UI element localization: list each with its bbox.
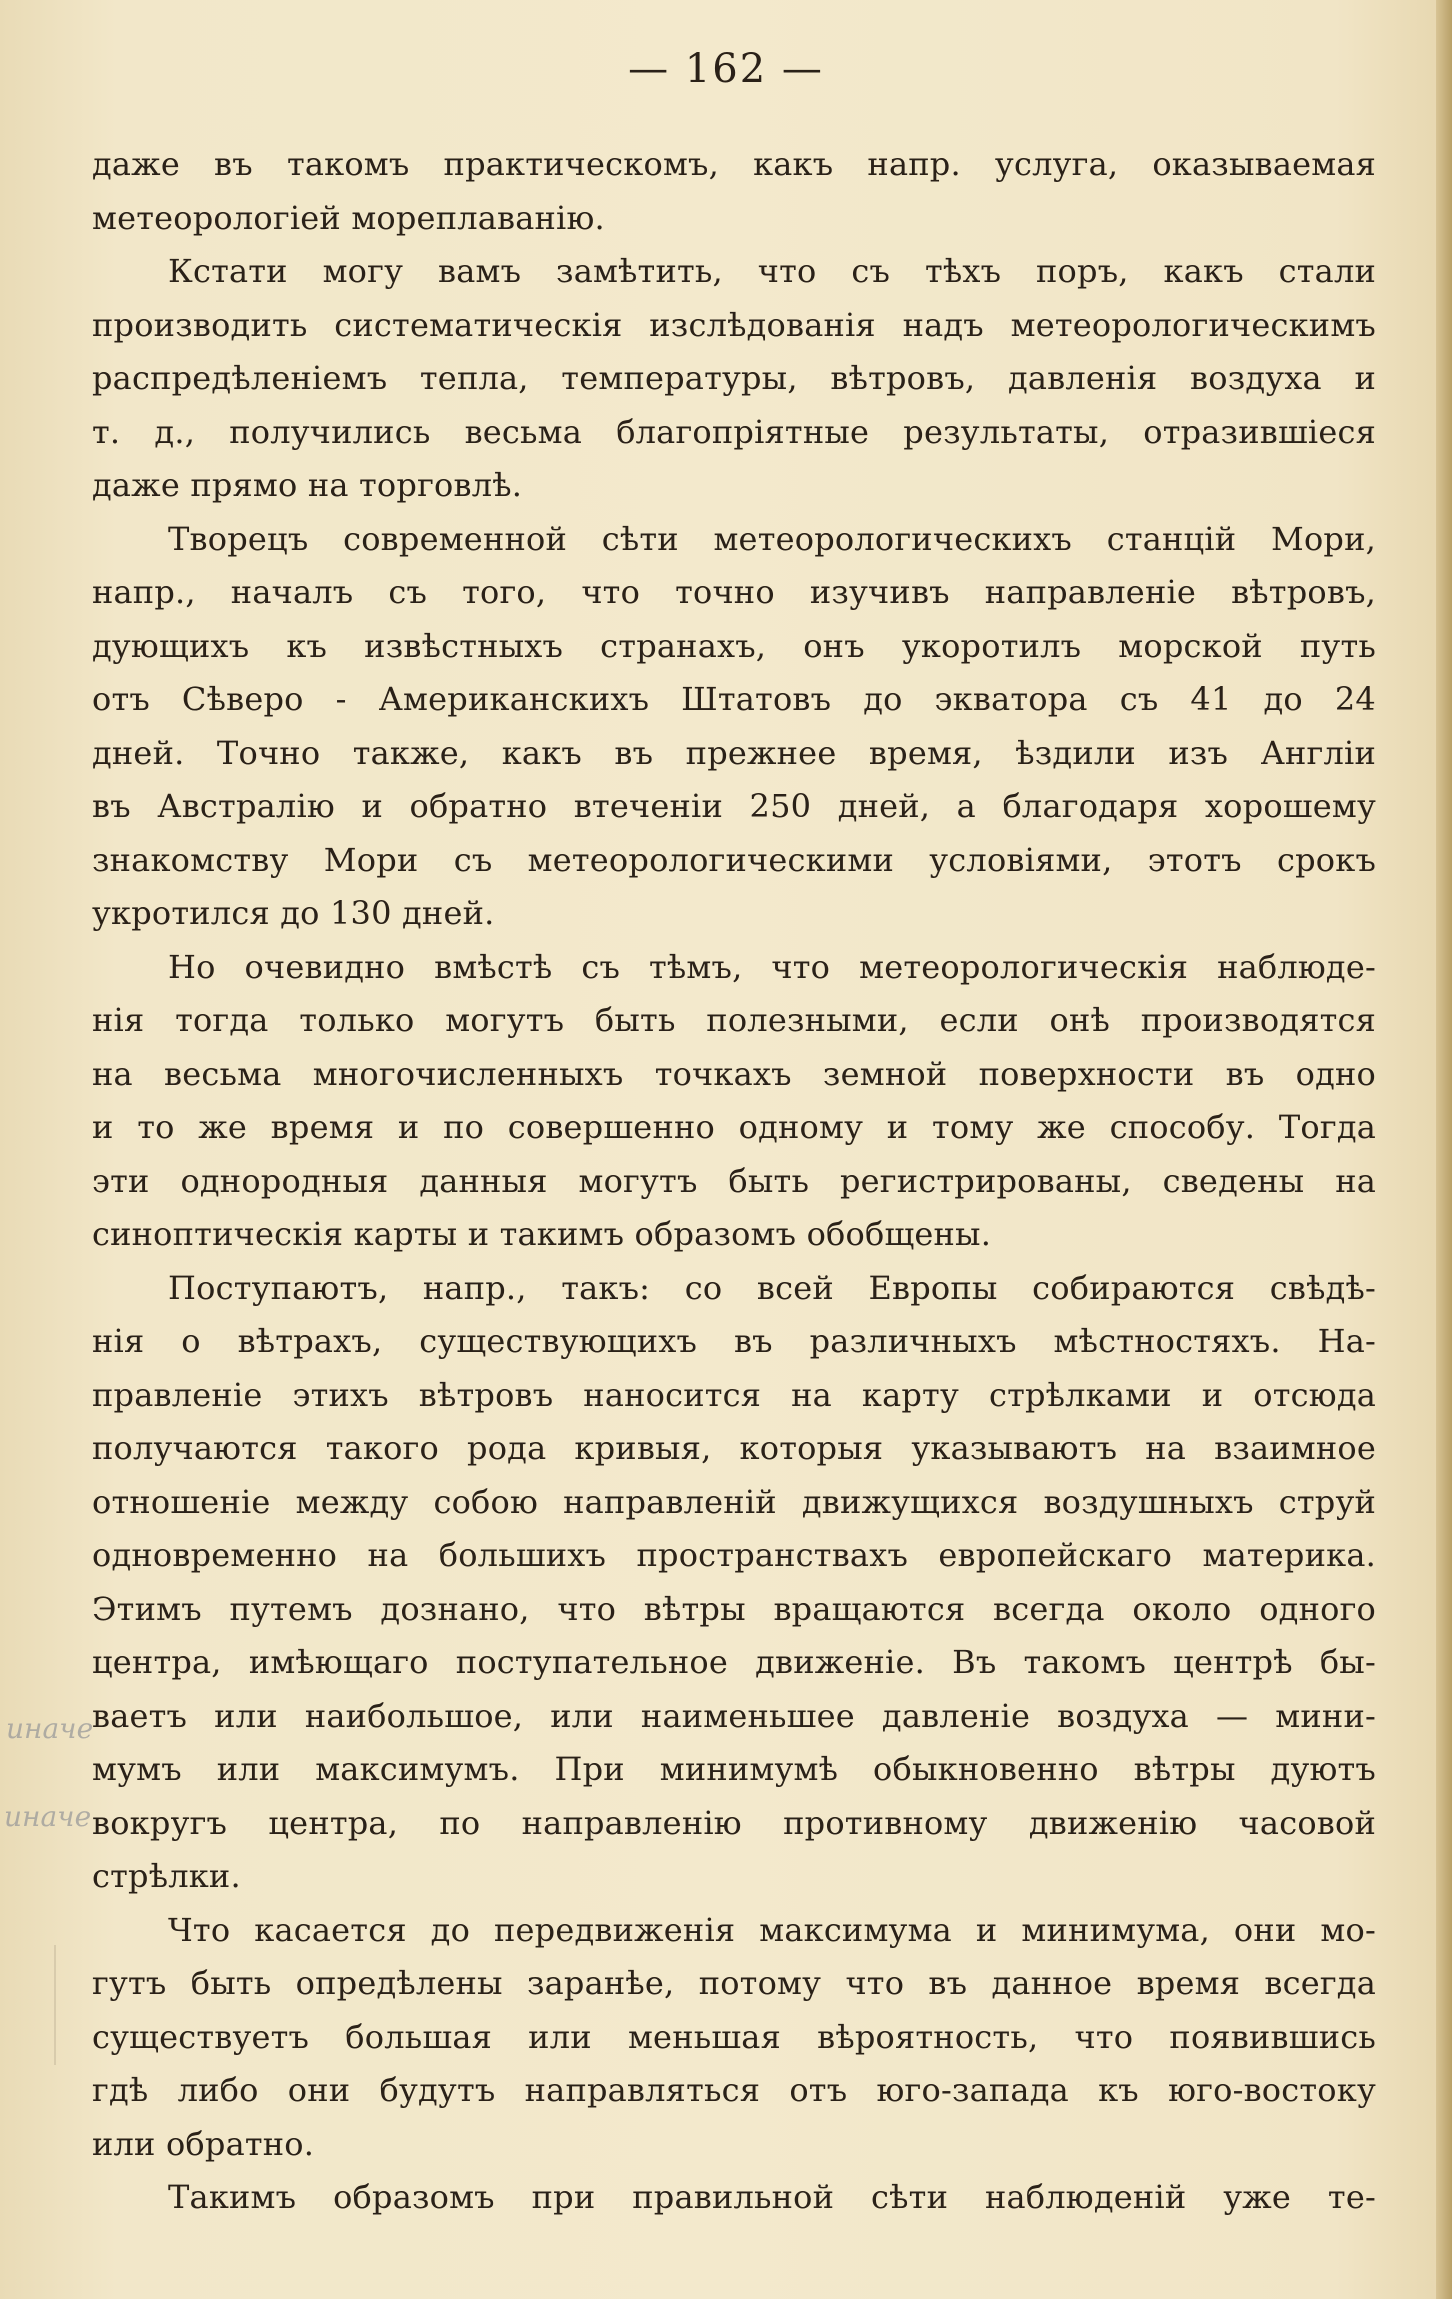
text-line: стрѣлки. (92, 1857, 241, 1895)
text-line: укротился до 130 дней. (92, 894, 495, 932)
pencil-mark (54, 1945, 56, 2065)
text-line: нія о вѣтрахъ, существующихъ въ различныхъ мѣстностяхъ. На- (92, 1322, 1376, 1360)
text-line: производить систематическія изслѣдованія надъ метеорологическимъ (92, 305, 1376, 344)
text-line: Такимъ образомъ при правильной сѣти наблюденій уже те- (168, 2178, 1376, 2216)
margin-note: иначе (4, 1800, 92, 1833)
text-line: Творецъ современной сѣти метеорологическихъ станцій Мори, (168, 519, 1376, 558)
text-line: Кстати могу вамъ замѣтить, что съ тѣхъ поръ, какъ стали (168, 252, 1376, 290)
text-line: Но очевидно вмѣстѣ съ тѣмъ, что метеорологическія наблюде- (168, 947, 1376, 986)
text-line: получаются такого рода кривыя, которыя указываютъ на взаимное (92, 1429, 1376, 1467)
text-line: Этимъ путемъ дознано, что вѣтры вращаются всегда около одного (92, 1589, 1376, 1628)
text-line: даже въ такомъ практическомъ, какъ напр. услуга, оказываемая (92, 145, 1376, 183)
text-line: правленіе этихъ вѣтровъ наносится на карту стрѣлками и отсюда (92, 1375, 1376, 1414)
text-line: т. д., получились весьма благопріятные результаты, отразившіеся (92, 412, 1376, 451)
text-line: отношеніе между собою направленій движущихся воздушныхъ струй (92, 1482, 1376, 1521)
text-line: Поступаютъ, напр., такъ: со всей Европы собираются свѣдѣ- (168, 1268, 1376, 1307)
text-line: нія тогда только могутъ быть полезными, если онѣ производятся (92, 1001, 1376, 1039)
page-edge (1436, 0, 1452, 2299)
text-line: напр., началъ съ того, что точно изучивъ направленіе вѣтровъ, (92, 573, 1376, 611)
text-line: синоптическія карты и такимъ образомъ обобщены. (92, 1215, 992, 1253)
text-line: дующихъ къ извѣстныхъ странахъ, онъ укоротилъ морской путь (92, 626, 1376, 665)
page-number: — 162 — (628, 46, 824, 92)
text-line: центра, имѣющаго поступательное движеніе. Въ такомъ центрѣ бы- (92, 1643, 1376, 1681)
text-line: эти однородныя данныя могутъ быть регистрированы, сведены на (92, 1161, 1376, 1200)
text-line: вокругъ центра, по направленію противному движенію часовой (92, 1803, 1376, 1842)
body-text (92, 138, 1376, 2225)
text-line: на весьма многочисленныхъ точкахъ земной поверхности въ одно (92, 1054, 1376, 1093)
text-line: распредѣленіемъ тепла, температуры, вѣтровъ, давленія воздуха и (92, 359, 1376, 397)
text-line: и то же время и по совершенно одному и тому же способу. Тогда (92, 1108, 1376, 1146)
text-line: въ Австралію и обратно втеченіи 250 дней, а благодаря хорошему (92, 787, 1376, 825)
text-line: знакомству Мори съ метеорологическими условіями, этотъ срокъ (92, 840, 1376, 879)
text-line: Что касается до передвиженія максимума и минимума, они мо- (168, 1910, 1376, 1949)
text-line: одновременно на большихъ пространствахъ европейскаго материка. (92, 1536, 1376, 1574)
text-line: или обратно. (92, 2124, 315, 2163)
text-line: отъ Сѣверо - Американскихъ Штатовъ до экватора съ 41 до 24 (92, 680, 1376, 718)
margin-note: иначе (6, 1712, 94, 1745)
text-line: ваетъ или наибольшое, или наименьшее давленіе воздуха — мини- (92, 1696, 1376, 1735)
text-line: дней. Точно также, какъ въ прежнее время, ѣздили изъ Англіи (92, 733, 1376, 772)
text-line: даже прямо на торговлѣ. (92, 466, 523, 504)
text-line: мумъ или максимумъ. При минимумѣ обыкновенно вѣтры дуютъ (92, 1750, 1376, 1788)
text-line: гутъ быть опредѣлены заранѣе, потому что въ данное время всегда (92, 1964, 1376, 2002)
text-line: метеорологіей мореплаванію. (92, 198, 605, 237)
text-line: существуетъ большая или меньшая вѣроятность, что появившись (92, 2017, 1376, 2056)
text-line: гдѣ либо они будутъ направляться отъ юго-запада къ юго-востоку (92, 2071, 1376, 2109)
